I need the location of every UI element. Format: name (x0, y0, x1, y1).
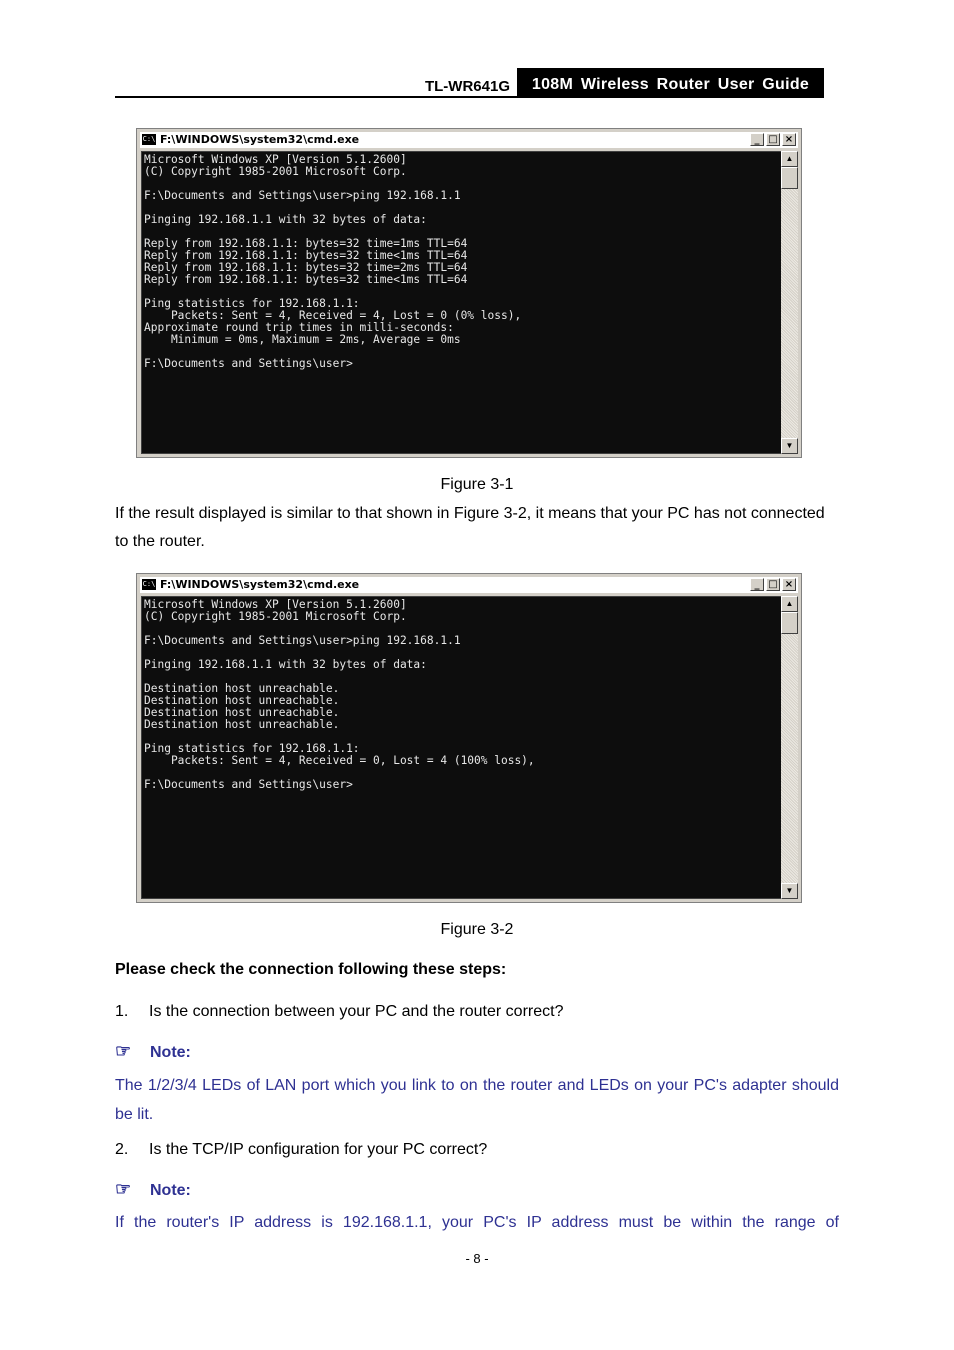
cmd-window-figure-1 (136, 128, 802, 458)
close-button[interactable]: × (782, 578, 796, 591)
step-2 (115, 1141, 487, 1159)
console-text: Microsoft Windows XP [Version 5.1.2600] (C) Copyright 1985-2001 Microsoft Corp. F:\Documents and Settings\user>ping 192.168.1.1 Pinging 192.168.1.1 with 32 bytes of data: Destination host unreachable. Destination host unreachable. Destination host unreachable. Destination host unreachable. Ping statistics for 192.168.1.1: Packets: Sent = 4, Received = 0, Lost = 4 (100% loss), F:\Documents and Settings\user> (144, 598, 535, 791)
pointing-hand-icon: ☞ (115, 1179, 132, 1199)
page-header (115, 68, 824, 98)
note-2-text: If the router's IP address is 192.168.1.1, your PC's IP address must be within the range of (115, 1214, 839, 1231)
scroll-down-arrow-icon[interactable]: ▼ (781, 438, 798, 454)
vertical-scrollbar[interactable] (781, 596, 798, 899)
close-button[interactable]: × (782, 133, 796, 146)
step-1 (115, 1003, 563, 1021)
header-rule (115, 96, 824, 98)
scroll-up-arrow-icon[interactable]: ▲ (781, 151, 798, 167)
cmd-window-figure-2 (136, 573, 802, 903)
window-title: F:\WINDOWS\system32\cmd.exe (160, 133, 360, 146)
window-title: F:\WINDOWS\system32\cmd.exe (160, 578, 360, 591)
steps-heading: Please check the connection following these steps: (115, 961, 507, 978)
paragraph-result: If the result displayed is similar to that shown in Figure 3-2, it means that your PC has not connected to the router. (115, 505, 825, 550)
step-text: Is the connection between your PC and the router correct? (149, 1003, 564, 1020)
pointing-hand-icon: ☞ (115, 1041, 132, 1061)
note-2-label (115, 1179, 191, 1200)
window-title-bar[interactable] (140, 577, 798, 593)
console-text: Microsoft Windows XP [Version 5.1.2600] (C) Copyright 1985-2001 Microsoft Corp. F:\Documents and Settings\user>ping 192.168.1.1 Pinging 192.168.1.1 with 32 bytes of data: Reply from 192.168.1.1: bytes=32 time=1ms TTL=64 Reply from 192.168.1.1: bytes=32 time<1ms TTL=64 Reply from 192.168.1.1: bytes=32 time=2ms TTL=64 Reply from 192.168.1.1: bytes=32 time<1ms TTL=64 Ping statistics for 192.168.1.1: Packets: Sent = 4, Received = 4, Lost = 0 (0% loss), Approximate round trip times in milli-seconds: Minimum = 0ms, Maximum = 2ms, Average = 0ms F:\Documents and Settings\user> (144, 153, 522, 370)
note-label: Note: (150, 1044, 191, 1061)
console-output[interactable] (141, 151, 783, 454)
page-number: - 8 - (465, 1251, 489, 1266)
step-number: 1. (115, 1003, 129, 1020)
step-text: Is the TCP/IP configuration for your PC correct? (149, 1141, 488, 1158)
scroll-down-arrow-icon[interactable]: ▼ (781, 883, 798, 899)
scroll-thumb[interactable] (781, 612, 798, 634)
header-model: TL-WR641G (424, 78, 510, 95)
window-title-bar[interactable] (140, 132, 798, 148)
note-1-label (115, 1041, 191, 1062)
figure-2-caption: Figure 3-2 (440, 921, 514, 938)
note-1-text: The 1/2/3/4 LEDs of LAN port which you link to on the router and LEDs on your PC's adapter should be lit. (115, 1077, 839, 1123)
maximize-button[interactable]: □ (766, 578, 780, 591)
note-label: Note: (150, 1182, 191, 1199)
scroll-thumb[interactable] (781, 167, 798, 189)
step-number: 2. (115, 1141, 129, 1158)
header-guide-title: 108M Wireless Router User Guide (517, 68, 824, 98)
minimize-button[interactable]: _ (750, 578, 764, 591)
cmd-icon: C:\ (142, 135, 156, 143)
console-output[interactable] (141, 596, 783, 899)
vertical-scrollbar[interactable] (781, 151, 798, 454)
scroll-up-arrow-icon[interactable]: ▲ (781, 596, 798, 612)
minimize-button[interactable]: _ (750, 133, 764, 146)
figure-1-caption: Figure 3-1 (440, 476, 514, 493)
maximize-button[interactable]: □ (766, 133, 780, 146)
cmd-icon: C:\ (142, 580, 156, 588)
